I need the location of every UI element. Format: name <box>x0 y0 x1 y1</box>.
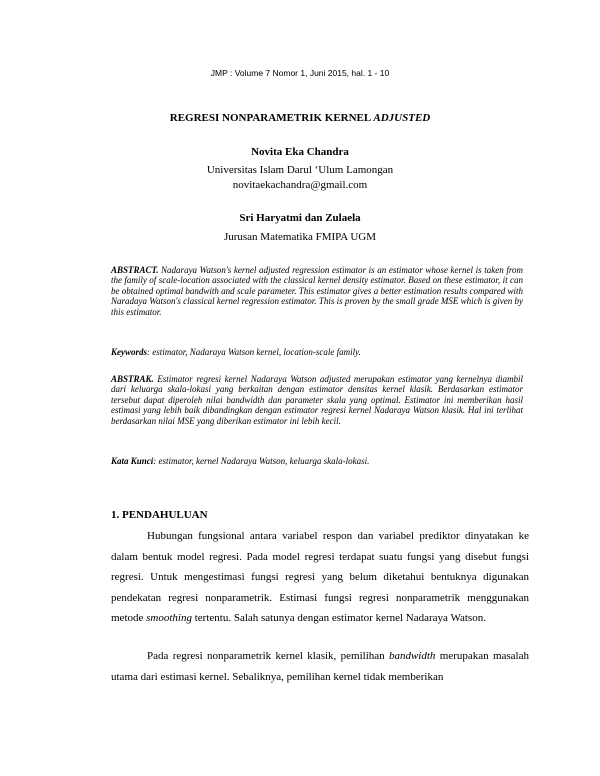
journal-header: JMP : Volume 7 Nomor 1, Juni 2015, hal. 1 - 10 <box>210 68 390 78</box>
paragraph-2-text-b: merupakan masalah utama dari estimasi kernel. Sebaliknya, pemilihan kernel tidak memberikan <box>111 650 529 683</box>
keywords-english <box>111 347 523 357</box>
paragraph-2 <box>111 646 529 687</box>
title-italic: ADJUSTED <box>373 112 431 124</box>
author-2-affiliation: Jurusan Matematika FMIPA UGM <box>223 231 377 243</box>
paragraph-2-text-a: Pada regresi nonparametrik kernel klasik, pemilihan <box>147 650 389 662</box>
abstract-indonesian <box>111 374 523 426</box>
abstract-text: Nadaraya Watson's kernel adjusted regression estimator is an estimator whose kernel is taken from the family of scale-location associated with the classical kernel density estimator. Based on these estimator, it can be obtained optimal bandwith and scale parameter. This estimator gives a better estimation results compared with Naradaya Watson's classical kernel regression estimator. This is proven by the small grade MSE which is given by this estimator. <box>111 265 523 317</box>
abstrak-label: ABSTRAK. <box>111 374 154 384</box>
abstract-english <box>111 265 523 317</box>
paragraph-1 <box>111 526 529 629</box>
keywords-label: Keywords <box>111 347 147 357</box>
author-1-email: novitaekachandra@gmail.com <box>232 179 368 191</box>
section-heading: 1. PENDAHULUAN <box>111 509 208 521</box>
kata-kunci-text: : estimator, kernel Nadaraya Watson, keluarga skala-lokasi. <box>153 456 370 466</box>
author-1-name: Novita Eka Chandra <box>251 146 349 158</box>
paragraph-1-text-a: Hubungan fungsional antara variabel respon dan variabel prediktor dinyatakan ke dalam bentuk model regresi. Pada model regresi terdapat suatu fungsi yang disebut fungsi regresi. Untuk mengestimasi fungsi regresi yang belum diketahui bentuknya digunakan pendekatan regresi nonparametrik. Estimasi fungsi regresi nonparametrik menggunakan metode <box>111 530 529 624</box>
author-2-name: Sri Haryatmi dan Zulaela <box>239 212 361 224</box>
abstract-label: ABSTRACT. <box>111 265 159 275</box>
paragraph-2-emphasis: bandwidth <box>388 650 436 662</box>
abstrak-text: Estimator regresi kernel Nadaraya Watson adjusted merupakan estimator yang kernelnya diambil dari keluarga skala-lokasi yang berkaitan dengan estimator densitas kernel klasik. Berdasarkan estimator tersebut dapat diperoleh nilai bandwidth dan parameter skala yang optimal. Estimator ini memberikan hasil estimasi yang lebih baik dibandingkan dengan estimator regresi kernel Nadaraya Watson klasik. Hal ini terlihat berdasarkan nilai MSE yang diberikan estimator ini lebih kecil. <box>111 374 523 426</box>
title-main: REGRESI NONPARAMETRIK KERNEL <box>169 112 374 124</box>
kata-kunci-label: Kata Kunci <box>111 456 154 466</box>
paragraph-1-emphasis: smoothing <box>146 612 192 624</box>
keywords-text: : estimator, Nadaraya Watson kernel, location-scale family. <box>147 347 361 357</box>
keywords-indonesian <box>111 456 523 466</box>
paragraph-1-text-b: tertentu. Salah satunya dengan estimator kernel Nadaraya Watson. <box>191 612 486 624</box>
author-1-affiliation: Universitas Islam Darul ‘Ulum Lamongan <box>206 164 394 176</box>
paper-title <box>0 112 600 124</box>
